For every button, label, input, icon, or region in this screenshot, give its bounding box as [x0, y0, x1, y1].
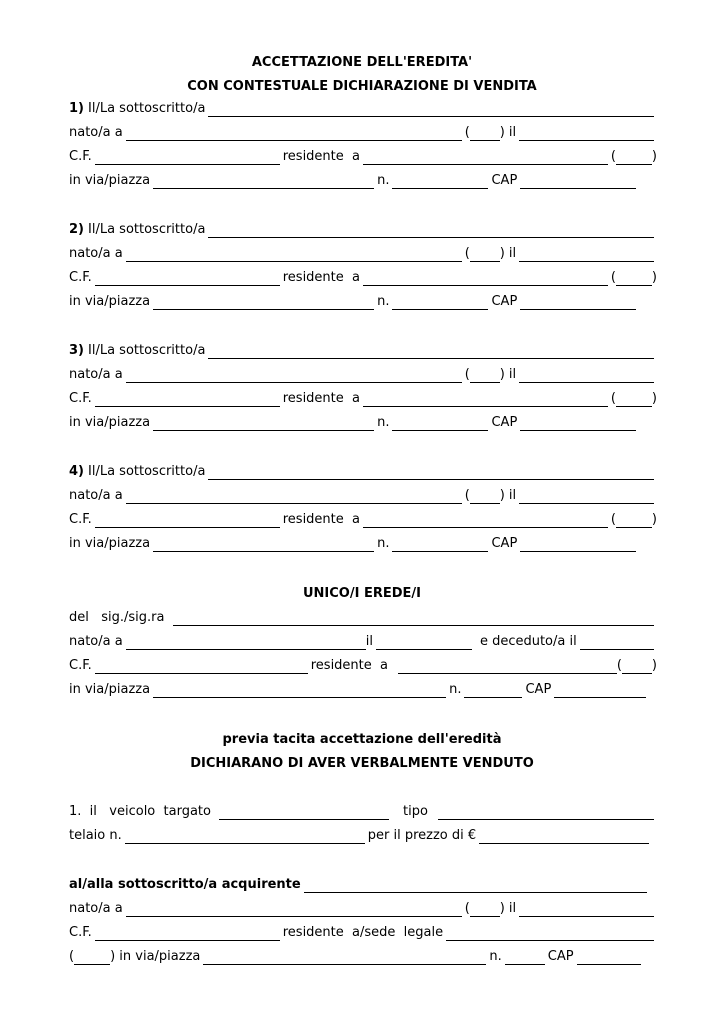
birthplace-label: nato/a a	[69, 246, 123, 261]
paren-close: )	[651, 391, 657, 406]
cap-field[interactable]	[520, 538, 636, 552]
street-label: in via/piazza	[69, 173, 151, 188]
person-2-birth-row	[69, 246, 657, 262]
buyer-residence-province-field[interactable]	[74, 951, 110, 965]
number-label: n.	[377, 536, 390, 551]
residence-province-field[interactable]	[616, 272, 652, 286]
sottoscritto-label: Il/La sottoscritto/a	[88, 222, 206, 237]
residence-province-field[interactable]	[616, 393, 652, 407]
province-field[interactable]	[470, 369, 500, 383]
death-date-label: e deceduto/a il	[479, 634, 577, 649]
residence-province-field[interactable]	[616, 151, 652, 165]
sale-declaration: DICHIARANO DI AVER VERBALMENTE VENDUTO	[190, 756, 534, 771]
document-title: ACCETTAZIONE DELL'EREDITA'	[251, 55, 473, 70]
buyer-name-row	[69, 877, 657, 893]
number-label: n.	[377, 415, 390, 430]
birthdate-field[interactable]	[519, 369, 654, 383]
deceased-name-row	[69, 610, 657, 626]
person-4-name-row	[69, 464, 657, 480]
province-field[interactable]	[470, 490, 500, 504]
buyer-address-row	[69, 949, 657, 965]
residence-label: residente a	[282, 391, 360, 406]
deceased-birthdate-field[interactable]	[376, 636, 472, 650]
cap-field[interactable]	[520, 296, 636, 310]
number-field[interactable]	[392, 296, 488, 310]
deceased-name-field[interactable]	[173, 612, 655, 626]
birthdate-label: il	[508, 125, 517, 140]
deceased-residence-label: residente a	[310, 658, 388, 673]
paren-close: )	[651, 512, 657, 527]
deceased-number-field[interactable]	[464, 684, 522, 698]
vehicle-plate-label: 1. il veicolo targato	[69, 804, 211, 819]
street-field[interactable]	[153, 538, 374, 552]
street-label: in via/piazza	[69, 294, 151, 309]
buyer-birthplace-label: nato/a a	[69, 901, 123, 916]
buyer-birthdate-field[interactable]	[519, 903, 654, 917]
person-number: 4)	[69, 464, 84, 479]
deceased-birthplace-label: nato/a a	[69, 634, 123, 649]
province-field[interactable]	[470, 248, 500, 262]
cf-label: C.F.	[69, 391, 92, 406]
paren-open: (	[464, 901, 470, 916]
deceased-birth-row	[69, 634, 657, 650]
buyer-birthdate-label: il	[508, 901, 517, 916]
residence-province-field[interactable]	[616, 514, 652, 528]
number-label: n.	[449, 682, 462, 697]
birthplace-field[interactable]	[126, 369, 462, 383]
residence-field[interactable]	[363, 272, 608, 286]
person-1-address-row	[69, 173, 657, 189]
paren-open: (	[616, 658, 622, 673]
person-1-cf-row	[69, 149, 657, 165]
person-3-name-row	[69, 343, 657, 359]
paren-open: (	[69, 949, 75, 964]
person-2-address-row	[69, 294, 657, 310]
cap-label: CAP	[491, 536, 518, 551]
deceased-street-field[interactable]	[153, 684, 446, 698]
paren-close: )	[499, 488, 505, 503]
paren-open: (	[464, 367, 470, 382]
street-field[interactable]	[153, 296, 374, 310]
cap-label: CAP	[491, 294, 518, 309]
name-field[interactable]	[208, 345, 654, 359]
sottoscritto-label: Il/La sottoscritto/a	[88, 343, 206, 358]
paren-close: )	[651, 270, 657, 285]
deceased-address-row	[69, 682, 657, 698]
chassis-field[interactable]	[125, 830, 365, 844]
deceased-label: del sig./sig.ra	[69, 610, 165, 625]
deceased-cf-field[interactable]	[95, 660, 308, 674]
buyer-cf-field[interactable]	[95, 927, 280, 941]
cap-label: CAP	[491, 415, 518, 430]
paren-close: )	[651, 149, 657, 164]
person-3-birth-row	[69, 367, 657, 383]
vehicle-type-label: tipo	[402, 804, 428, 819]
cf-field[interactable]	[95, 514, 280, 528]
name-field[interactable]	[208, 103, 654, 117]
person-4-cf-row	[69, 512, 657, 528]
cf-label: C.F.	[69, 149, 92, 164]
person-1-name-row	[69, 101, 657, 117]
province-field[interactable]	[470, 127, 500, 141]
number-label: n.	[377, 173, 390, 188]
person-4-birth-row	[69, 488, 657, 504]
cf-label: C.F.	[69, 270, 92, 285]
cap-label: CAP	[525, 682, 552, 697]
person-1-birth-row	[69, 125, 657, 141]
person-2-cf-row	[69, 270, 657, 286]
price-label: per il prezzo di €	[367, 828, 477, 843]
deceased-province-field[interactable]	[622, 660, 652, 674]
birthdate-field[interactable]	[519, 127, 654, 141]
deceased-cf-label: C.F.	[69, 658, 92, 673]
number-field[interactable]	[392, 175, 488, 189]
birthplace-field[interactable]	[126, 248, 462, 262]
buyer-residence-field[interactable]	[446, 927, 654, 941]
residence-field[interactable]	[363, 151, 608, 165]
residence-label: residente a	[282, 149, 360, 164]
birthplace-field[interactable]	[126, 490, 462, 504]
birthplace-label: nato/a a	[69, 125, 123, 140]
sottoscritto-label: Il/La sottoscritto/a	[88, 101, 206, 116]
cf-field[interactable]	[95, 272, 280, 286]
birthdate-label: il	[508, 246, 517, 261]
deceased-cf-row	[69, 658, 657, 674]
paren-close: )	[499, 901, 505, 916]
buyer-name-field[interactable]	[304, 879, 647, 893]
buyer-birthplace-field[interactable]	[126, 903, 462, 917]
cap-label: CAP	[491, 173, 518, 188]
paren-close: )	[651, 658, 657, 673]
paren-open: (	[610, 270, 616, 285]
person-2-name-row	[69, 222, 657, 238]
paren-open: (	[610, 391, 616, 406]
name-field[interactable]	[208, 466, 654, 480]
death-date-field[interactable]	[580, 636, 654, 650]
person-3-cf-row	[69, 391, 657, 407]
deceased-residence-field[interactable]	[398, 660, 617, 674]
residence-label: residente a	[282, 512, 360, 527]
person-number: 3)	[69, 343, 84, 358]
deceased-cap-field[interactable]	[554, 684, 646, 698]
paren-close: )	[499, 367, 505, 382]
cf-label: C.F.	[69, 512, 92, 527]
residence-label: residente a	[282, 270, 360, 285]
paren-open: (	[464, 125, 470, 140]
person-number: 1)	[69, 101, 84, 116]
buyer-residence-label: residente a/sede legale	[282, 925, 444, 940]
cf-field[interactable]	[95, 393, 280, 407]
paren-open: (	[464, 488, 470, 503]
cf-field[interactable]	[95, 151, 280, 165]
vehicle-row	[69, 804, 657, 820]
chassis-row	[69, 828, 657, 844]
cap-label: CAP	[547, 949, 574, 964]
birthdate-label: il	[508, 367, 517, 382]
acceptance-note: previa tacita accettazione dell'eredità	[222, 732, 502, 747]
birthdate-label: il	[508, 488, 517, 503]
number-label: n.	[377, 294, 390, 309]
name-field[interactable]	[208, 224, 654, 238]
street-label: in via/piazza	[69, 415, 151, 430]
number-field[interactable]	[392, 417, 488, 431]
birthdate-field[interactable]	[519, 248, 654, 262]
residence-field[interactable]	[363, 514, 608, 528]
person-4-address-row	[69, 536, 657, 552]
chassis-label: telaio n.	[69, 828, 122, 843]
buyer-cap-field[interactable]	[577, 951, 641, 965]
birthplace-label: nato/a a	[69, 367, 123, 382]
sottoscritto-label: Il/La sottoscritto/a	[88, 464, 206, 479]
buyer-cf-row	[69, 925, 657, 941]
buyer-number-field[interactable]	[505, 951, 545, 965]
street-label: in via/piazza	[69, 536, 151, 551]
number-field[interactable]	[392, 538, 488, 552]
paren-close: )	[499, 125, 505, 140]
birthplace-field[interactable]	[126, 127, 462, 141]
buyer-heading: al/alla sottoscritto/a acquirente	[69, 877, 301, 892]
document-subtitle: CON CONTESTUALE DICHIARAZIONE DI VENDITA	[187, 79, 537, 94]
buyer-street-field[interactable]	[203, 951, 486, 965]
street-field[interactable]	[153, 175, 374, 189]
buyer-street-label: ) in via/piazza	[110, 949, 201, 964]
number-label: n.	[489, 949, 502, 964]
paren-close: )	[499, 246, 505, 261]
residence-field[interactable]	[363, 393, 608, 407]
street-field[interactable]	[153, 417, 374, 431]
paren-open: (	[610, 512, 616, 527]
vehicle-plate-field[interactable]	[219, 806, 389, 820]
person-3-address-row	[69, 415, 657, 431]
buyer-cf-label: C.F.	[69, 925, 92, 940]
heirs-heading: UNICO/I EREDE/I	[302, 586, 421, 601]
paren-open: (	[610, 149, 616, 164]
street-label: in via/piazza	[69, 682, 151, 697]
vehicle-type-field[interactable]	[438, 806, 654, 820]
paren-open: (	[464, 246, 470, 261]
birthdate-field[interactable]	[519, 490, 654, 504]
deceased-birthdate-label: il	[365, 634, 373, 649]
cap-field[interactable]	[520, 417, 636, 431]
buyer-birth-row	[69, 901, 657, 917]
person-number: 2)	[69, 222, 84, 237]
birthplace-label: nato/a a	[69, 488, 123, 503]
buyer-province-field[interactable]	[470, 903, 500, 917]
cap-field[interactable]	[520, 175, 636, 189]
price-field[interactable]	[479, 830, 649, 844]
deceased-birthplace-field[interactable]	[126, 636, 366, 650]
